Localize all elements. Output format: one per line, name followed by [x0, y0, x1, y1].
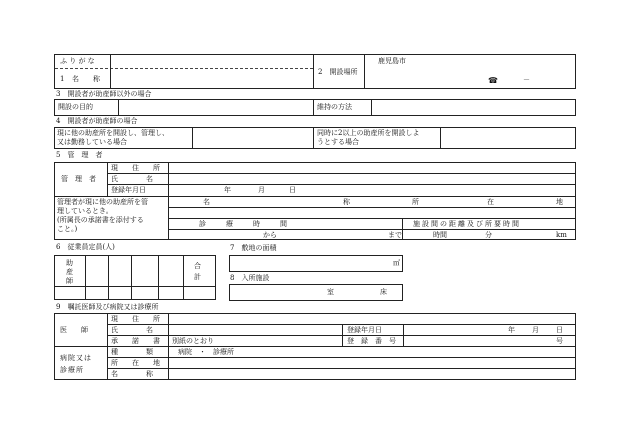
furigana-label: ふ り が な [60, 57, 95, 65]
section-1-number: 1 [60, 75, 65, 83]
doctor-name-label: 氏 名 [111, 326, 153, 334]
staff-table [54, 255, 216, 300]
name-label: 名 称 [72, 75, 100, 83]
distance-header: 施設間の距離及び所要時間 [413, 220, 521, 228]
method-label: 維持の方法 [317, 103, 352, 111]
doctor-address-label: 現 住 所 [111, 315, 160, 323]
midwife-label: 助 産 師 [66, 259, 73, 285]
section-9-title: 9 嘱託医師及び病院又は診療所 [56, 303, 159, 311]
manager-note: 管理者が現に他の助産所を管 理しているとき。 (所属長の承諾書を添付する こと。) [57, 198, 148, 233]
section-7-title: 7 敷地の面積 [230, 244, 277, 252]
beds-unit: 床 [380, 288, 387, 296]
section-4-title: 4 開設者が助産師の場合 [56, 117, 138, 125]
location-label: 2 開設場所 [318, 68, 358, 76]
hours-header: 診 療 時 間 [199, 220, 289, 228]
consent-value: 別紙のとおり [172, 337, 214, 345]
hospital-name-label: 名 称 [111, 370, 153, 378]
telephone-icon: ☎ [488, 76, 498, 85]
section-3-title: 3 開設者が助産師以外の場合 [56, 90, 152, 98]
consent-label: 承 諾 書 [111, 337, 160, 345]
kind-value: 病院 ・ 診療所 [178, 348, 234, 356]
inpatient-field[interactable] [229, 284, 403, 301]
reg-number-label: 登 録 番 号 [347, 337, 396, 345]
section-4-right-label: 同時に2以上の助産所を開設しよ うとする場合 [317, 129, 420, 146]
section-8-title: 8 入所施設 [230, 274, 270, 282]
hospital-location-label: 所 在 地 [111, 359, 160, 367]
hospital-label: 病院又は 診療所 [60, 354, 92, 374]
phone-dash: － [523, 76, 530, 84]
kind-label: 種 類 [111, 348, 153, 356]
doctor-reg-date-label: 登録年月日 [347, 326, 382, 334]
section-3-table [54, 99, 576, 116]
manager-label: 管 理 者 [61, 175, 96, 183]
rooms-unit: 室 [327, 288, 334, 296]
manager-reg-date-label: 登録年月日 [111, 186, 146, 194]
total-label: 合 計 [194, 262, 201, 281]
manager-address-label: 現 住 所 [111, 164, 160, 172]
purpose-label: 開設の目的 [58, 103, 93, 111]
section-5-title: 5 管 理 者 [56, 151, 103, 159]
site-area-field[interactable] [229, 255, 403, 272]
section-6-title: 6 従業員定員(人) [56, 243, 115, 251]
doctor-label: 医 師 [60, 326, 88, 334]
midwifery-clinic-application-form: ふ り が な 1 名 称 2 開設場所 鹿児島市 ☎ － 3 開設者が助産師以外の場合 開設の目的 維持の方法 4 開設者が助産師の場合 現に他の助産所を開設し、管理し、 又は勤務している場合 同時に2以上の助産所を開設しよ うとする場合 5 管 理 者 管 理 者 現 住 所 氏 名 登録年月日 年 月 日 管理者が現に他の助産所を管 理しているとき。 (所属長の承諾書を添付する こと。) 名 称 所 在 地 診 療 時 間 施設間の距離及び所要時間 から まで 時間 分 km 6 従業員定員(人) 助 産 師 合 計 7 敷地の面積 ㎡ 8 入所施設 室 床 9 嘱託医師及び病院又は診療所 医 師 現 住 所 氏 名 承 諾 書 別紙のとおり 登録年月日 年 月 日 登 録 番 号 号 病院又は 診療所 種 類 病院 ・ 診療所 所 在 地 名 称 [0, 0, 630, 439]
furigana-field[interactable] [111, 55, 312, 67]
section-4-left-label: 現に他の助産所を開設し、管理し、 又は勤務している場合 [57, 129, 169, 146]
manager-name-label: 氏 名 [111, 175, 153, 183]
area-unit: ㎡ [393, 259, 400, 267]
facility-name-field[interactable] [111, 70, 312, 87]
city-text: 鹿児島市 [378, 57, 406, 65]
